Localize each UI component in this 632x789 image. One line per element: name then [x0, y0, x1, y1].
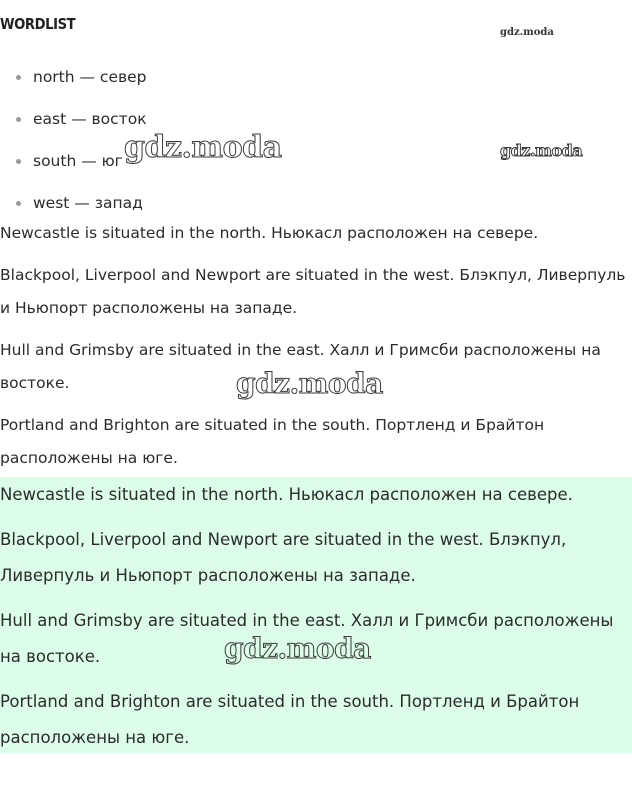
answer-sentence: Blackpool, Liverpool and Newport are situated in the west. Блэкпул, Ливерпуль и Ньюпорт расположены на западе. [0, 529, 567, 585]
sentence: Hull and Grimsby are situated in the east. Халл и Гримсби расположены на востоке. [0, 340, 601, 392]
sentence: Blackpool, Liverpool and Newport are situated in the west. Блэкпул, Ливерпуль и Ньюпорт расположены на западе. [0, 265, 626, 317]
watermark-logo: gdz.moda [236, 367, 383, 400]
answer-block [0, 477, 632, 753]
wordlist-item [0, 60, 147, 102]
wordlist-item-text: west — запад [33, 194, 143, 212]
bullet-icon [16, 159, 21, 164]
wordlist-heading: WORDLIST [0, 15, 76, 33]
sentence: Newcastle is situated in the north. Ньюкасл расположен на севере. [0, 224, 539, 242]
wordlist-item-text: east — восток [33, 110, 147, 128]
watermark-logo: gdz.moda [124, 130, 282, 165]
watermark-logo: gdz.moda [500, 141, 583, 160]
answer-sentence: Hull and Grimsby are situated in the east. Халл и Гримсби расположены на востоке. [0, 610, 614, 666]
sentences-block [0, 217, 632, 484]
watermark-logo: gdz.moda [500, 27, 554, 38]
answer-sentence: Portland and Brighton are situated in the south. Портленд и Брайтон расположены на юге. [0, 691, 580, 747]
sentence: Portland and Brighton are situated in the south. Портленд и Брайтон расположены на юге. [0, 415, 545, 467]
wordlist-item-text: north — север [33, 68, 147, 86]
wordlist-item-text: south — юг [33, 152, 123, 170]
bullet-icon [16, 75, 21, 80]
watermark-logo: gdz.moda [224, 632, 371, 665]
bullet-icon [16, 201, 21, 206]
answer-sentence: Newcastle is situated in the north. Ньюкасл расположен на севере. [0, 485, 573, 504]
bullet-icon [16, 117, 21, 122]
